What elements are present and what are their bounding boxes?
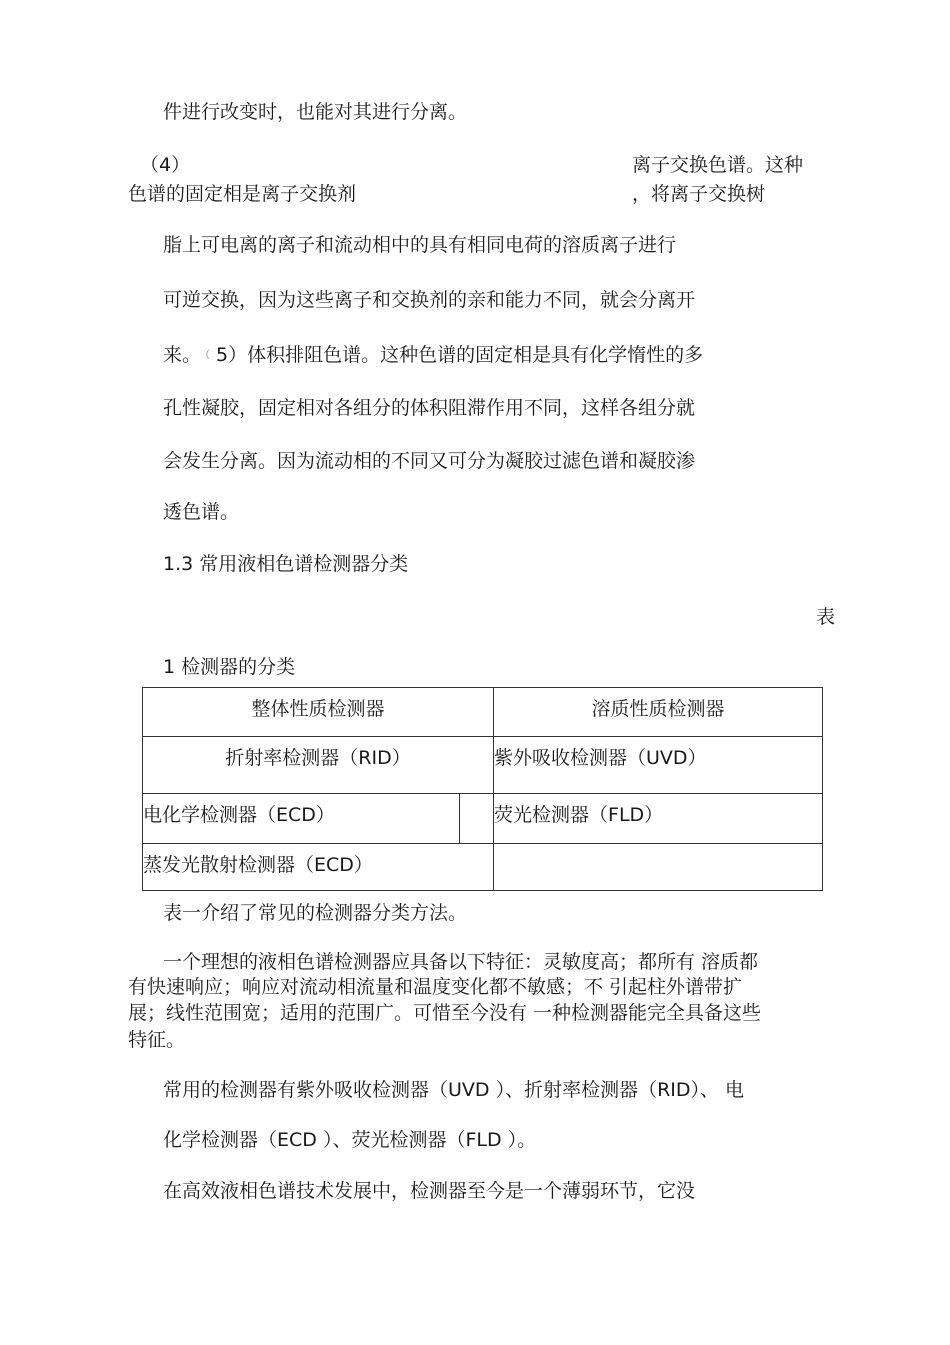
section-heading: 1.3 常用液相色谱检测器分类 (163, 553, 409, 575)
table-caption: 表 (816, 606, 836, 628)
paragraph-line: 可逆交换，因为这些离子和交换剂的亲和能力不同，就会分离开 (163, 289, 696, 311)
table-header-cell: 溶质性质检测器 (494, 688, 823, 737)
paragraph-line: ，将离子交换树 (632, 183, 766, 205)
table-cell: 电化学检测器（ECD） (143, 794, 460, 844)
paragraph-line: 透色谱。 (163, 501, 240, 523)
list-number: （4） (140, 154, 191, 176)
paragraph-line: 展；线性范围宽；适用的范围广。可惜至今没有 一种检测器能完全具备这些 (128, 1002, 762, 1024)
paragraph-line: 特征。 (128, 1029, 186, 1051)
paragraph-line: 常用的检测器有紫外吸收检测器（UVD ）、折射率检测器（RID）、 电 (163, 1079, 745, 1101)
table-row (143, 844, 823, 891)
table-row (143, 737, 823, 794)
table-cell (460, 794, 494, 844)
paragraph-line: 离子交换色谱。这种 (632, 154, 804, 176)
paragraph-line: 一个理想的液相色谱检测器应具备以下特征：灵敏度高；都所有 溶质都 (163, 951, 759, 973)
table-cell: 紫外吸收检测器（UVD） (494, 737, 823, 794)
table-cell: 荧光检测器（FLD） (494, 794, 823, 844)
table-header-row (143, 688, 823, 737)
table-row (143, 794, 823, 844)
table-cell: 蒸发光散射检测器（ECD） (143, 844, 494, 891)
table-cell: 折射率检测器（RID） (143, 737, 494, 794)
paragraph-line: 脂上可电离的离子和流动相中的具有相同电荷的溶质离子进行 (163, 234, 677, 256)
paragraph-line: 化学检测器（ECD ）、荧光检测器（FLD ）。 (163, 1129, 537, 1151)
paragraph-line: 在高效液相色谱技术发展中，检测器至今是一个薄弱环节，它没 (163, 1180, 696, 1202)
detector-table (142, 687, 823, 891)
table-caption: 1 检测器的分类 (163, 656, 296, 678)
table-cell (494, 844, 823, 891)
paragraph-line: 孔性凝胶，固定相对各组分的体积阻滞作用不同，这样各组分就 (163, 397, 696, 419)
paragraph-line: 会发生分离。因为流动相的不同又可分为凝胶过滤色谱和凝胶渗 (163, 450, 696, 472)
paragraph-line: 表一介绍了常见的检测器分类方法。 (163, 902, 468, 924)
paragraph-line: 来。 （ 5）体积排阻色谱。这种色谱的固定相是具有化学惰性的多 (163, 344, 704, 366)
table-header-cell: 整体性质检测器 (143, 688, 494, 737)
paragraph-line: 色谱的固定相是离子交换剂 (128, 183, 357, 205)
paragraph-line: 有快速响应；响应对流动相流量和温度变化都不敏感；不 引起柱外谱带扩 (128, 976, 743, 998)
paragraph-line: 件进行改变时，也能对其进行分离。 (163, 101, 468, 123)
